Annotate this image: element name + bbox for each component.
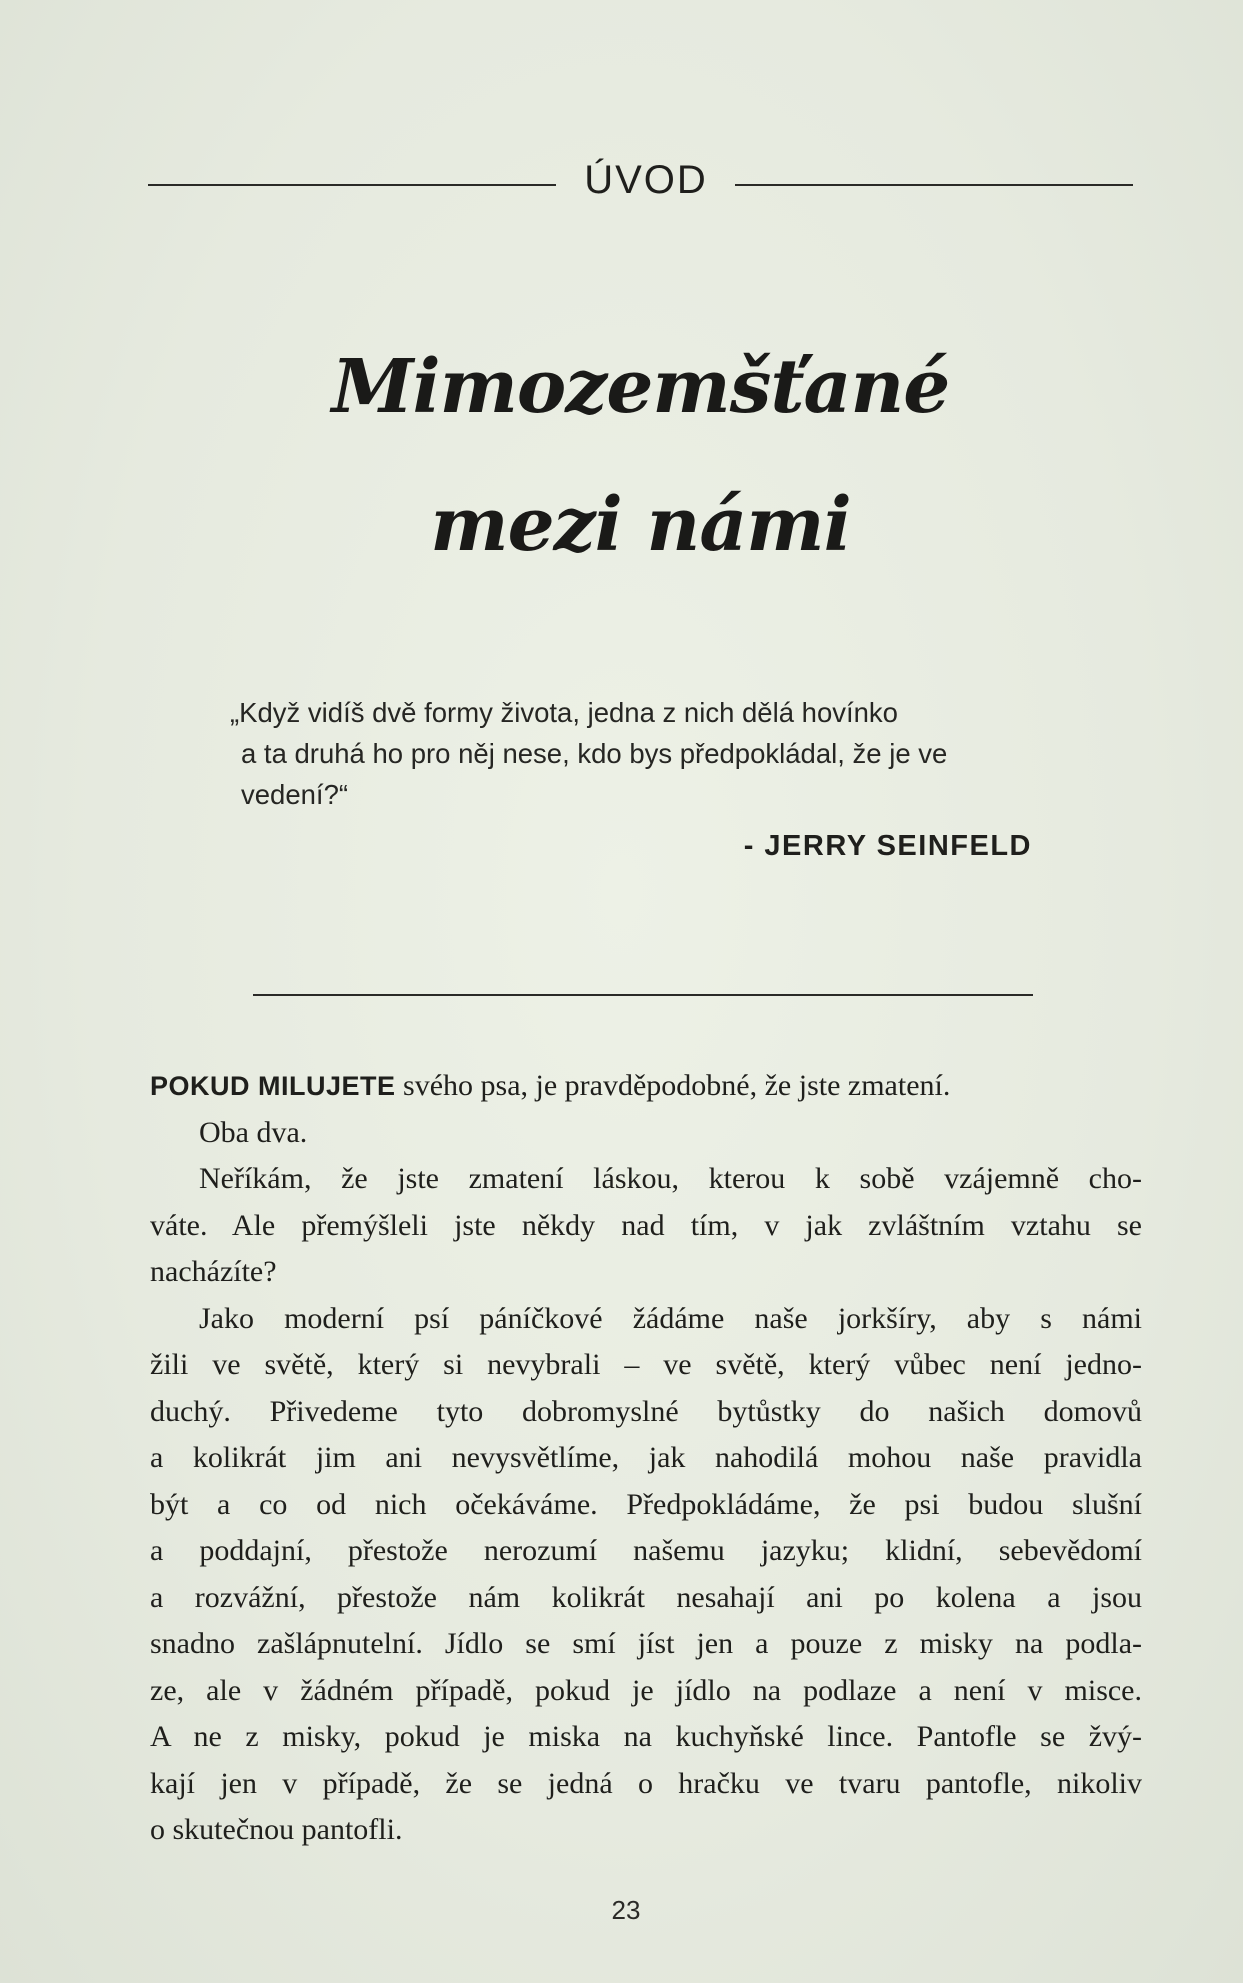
paragraph-lead: POKUD MILUJETE (150, 1071, 396, 1101)
paragraph-line: být a co od nich očekáváme. Předpokládáme, že psi budou slušní (150, 1487, 1142, 1521)
paragraph-line: A ne z misky, pokud je miska na kuchyňské lince. Pantofle se žvý- (150, 1720, 1142, 1753)
paragraph-line: o skutečnou pantofli. (150, 1813, 403, 1846)
header-rule-right (735, 184, 1133, 186)
paragraph-line: kají jen v případě, že se jedná o hračku ve tvaru pantofle, nikoliv (150, 1766, 1142, 1800)
paragraph-line: Neříkám, že jste zmatení láskou, kterou k sobě vzájemně cho- (199, 1162, 1142, 1195)
epigraph-line: vedení?“ (241, 779, 349, 810)
paragraph-line: ze, ale v žádném případě, pokud je jídlo na podlaze a není v misce. (150, 1673, 1142, 1707)
chapter-title-line-2: mezi námi (430, 482, 851, 568)
epigraph-quote (230, 692, 1030, 815)
paragraph-line: snadno zašlápnutelní. Jídlo se smí jíst jen a pouze z misky na podla- (150, 1627, 1142, 1660)
chapter-title-line-1: Mimozemšťané (331, 344, 950, 430)
paragraph-line: žili ve světě, který si nevybrali – ve světě, který vůbec není jedno- (150, 1348, 1142, 1381)
paragraph-line: nacházíte? (150, 1255, 277, 1288)
paragraph-text: svého psa, je pravděpodobné, že jste zmatení. (395, 1069, 951, 1102)
paragraph-line: Oba dva. (199, 1115, 308, 1149)
paragraph-line: a poddajní, přestože nerozumí našemu jazyku; klidní, sebevědomí (150, 1534, 1142, 1567)
paragraph-line: váte. Ale přemýšleli jste někdy nad tím, v jak zvláštním vztahu se (150, 1208, 1142, 1242)
epigraph-line: a ta druhá ho pro něj nese, kdo bys předpokládal, že je ve (241, 738, 948, 769)
paragraph-line: duchý. Přivedeme tyto dobromyslné bytůstky do našich domovů (150, 1394, 1142, 1428)
section-label: ÚVOD (584, 158, 708, 202)
paragraph-line: a rozvážní, přestože nám kolikrát nesahají ani po kolena a jsou (150, 1580, 1142, 1614)
header-rule-left (148, 184, 556, 186)
paragraph-first-line (150, 1063, 1142, 1110)
page-number: 23 (611, 1895, 641, 1925)
section-divider (253, 994, 1033, 996)
epigraph-attribution: - JERRY SEINFELD (743, 830, 1032, 862)
epigraph-line: „Když vidíš dvě formy života, jedna z nich dělá hovínko (230, 697, 898, 728)
body-text (150, 1063, 1142, 1854)
paragraph-line: Jako moderní psí páníčkové žádáme naše jorkšíry, aby s námi (199, 1301, 1142, 1335)
paragraph-line: a kolikrát jim ani nevysvětlíme, jak nahodilá mohou naše pravidla (150, 1441, 1142, 1474)
section-header (148, 150, 1133, 210)
